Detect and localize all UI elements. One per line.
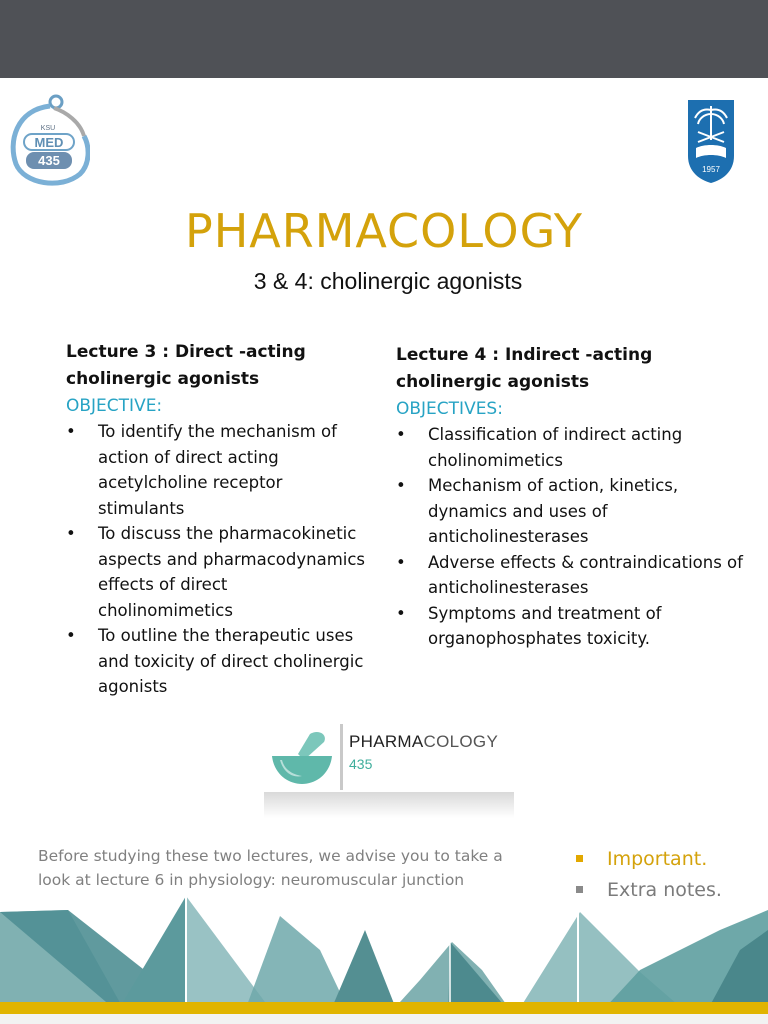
page-title: PHARMACOLOGY (184, 204, 584, 258)
team-logo-light: COLOGY (423, 732, 499, 751)
ksu-emblem-icon (686, 96, 736, 184)
list-item: • Classification of indirect acting cholinomimetics (396, 422, 756, 473)
legend-important-label: Important. (607, 848, 708, 870)
lecture-3-heading: Lecture 3 : Direct -acting cholinergic agonists (66, 342, 306, 389)
ksu-year: 1957 (702, 165, 720, 174)
team-logo-bold: PHARMA (349, 732, 424, 751)
lecture-3-objectives-list (66, 419, 366, 700)
lecture-4-heading: Lecture 4 : Indirect -acting cholinergic agonists (396, 345, 653, 392)
lecture-4-objectives-list (396, 422, 756, 652)
list-item: • To identify the mechanism of action of direct acting acetylcholine receptor stimulants (66, 419, 366, 521)
pharmacology-team-logo (262, 722, 517, 822)
lecture-4-column (396, 342, 756, 652)
legend-extra-label: Extra notes. (607, 879, 722, 901)
med-logo-number: 435 (38, 153, 60, 168)
team-logo-number: 435 (349, 756, 373, 772)
logo-divider (340, 724, 343, 790)
lecture-4-objective-label: OBJECTIVES: (396, 399, 503, 419)
important-square-icon (576, 855, 583, 862)
list-item: • To discuss the pharmacokinetic aspects and pharmacodynamics effects of direct cholinomimetics (66, 521, 366, 623)
page-subtitle: 3 & 4: cholinergic agonists (253, 268, 523, 294)
decorative-mountain-band (0, 890, 768, 1024)
team-logo-text (349, 732, 498, 752)
study-advice-text: Before studying these two lectures, we advise you to take a look at lecture 6 in physiology: neuromuscular junction (38, 847, 503, 889)
top-bar (0, 0, 768, 78)
med-435-logo-icon (6, 92, 90, 192)
list-item: • Adverse effects & contraindications of anticholinesterases (396, 550, 756, 601)
med-logo-med-text: MED (34, 135, 64, 150)
mortar-pestle-icon (270, 730, 338, 788)
legend-item-important (573, 846, 722, 877)
med-logo-ksu-text: KSU (40, 125, 56, 132)
lecture-3-column (66, 339, 366, 700)
lecture-3-objective-label: OBJECTIVE: (66, 396, 163, 416)
list-item: • Symptoms and treatment of organophosphates toxicity. (396, 601, 756, 652)
list-item: • To outline the therapeutic uses and toxicity of direct cholinergic agonists (66, 623, 366, 700)
logo-shadow (264, 792, 514, 818)
list-item: • Mechanism of action, kinetics, dynamics and uses of anticholinesterases (396, 473, 756, 550)
